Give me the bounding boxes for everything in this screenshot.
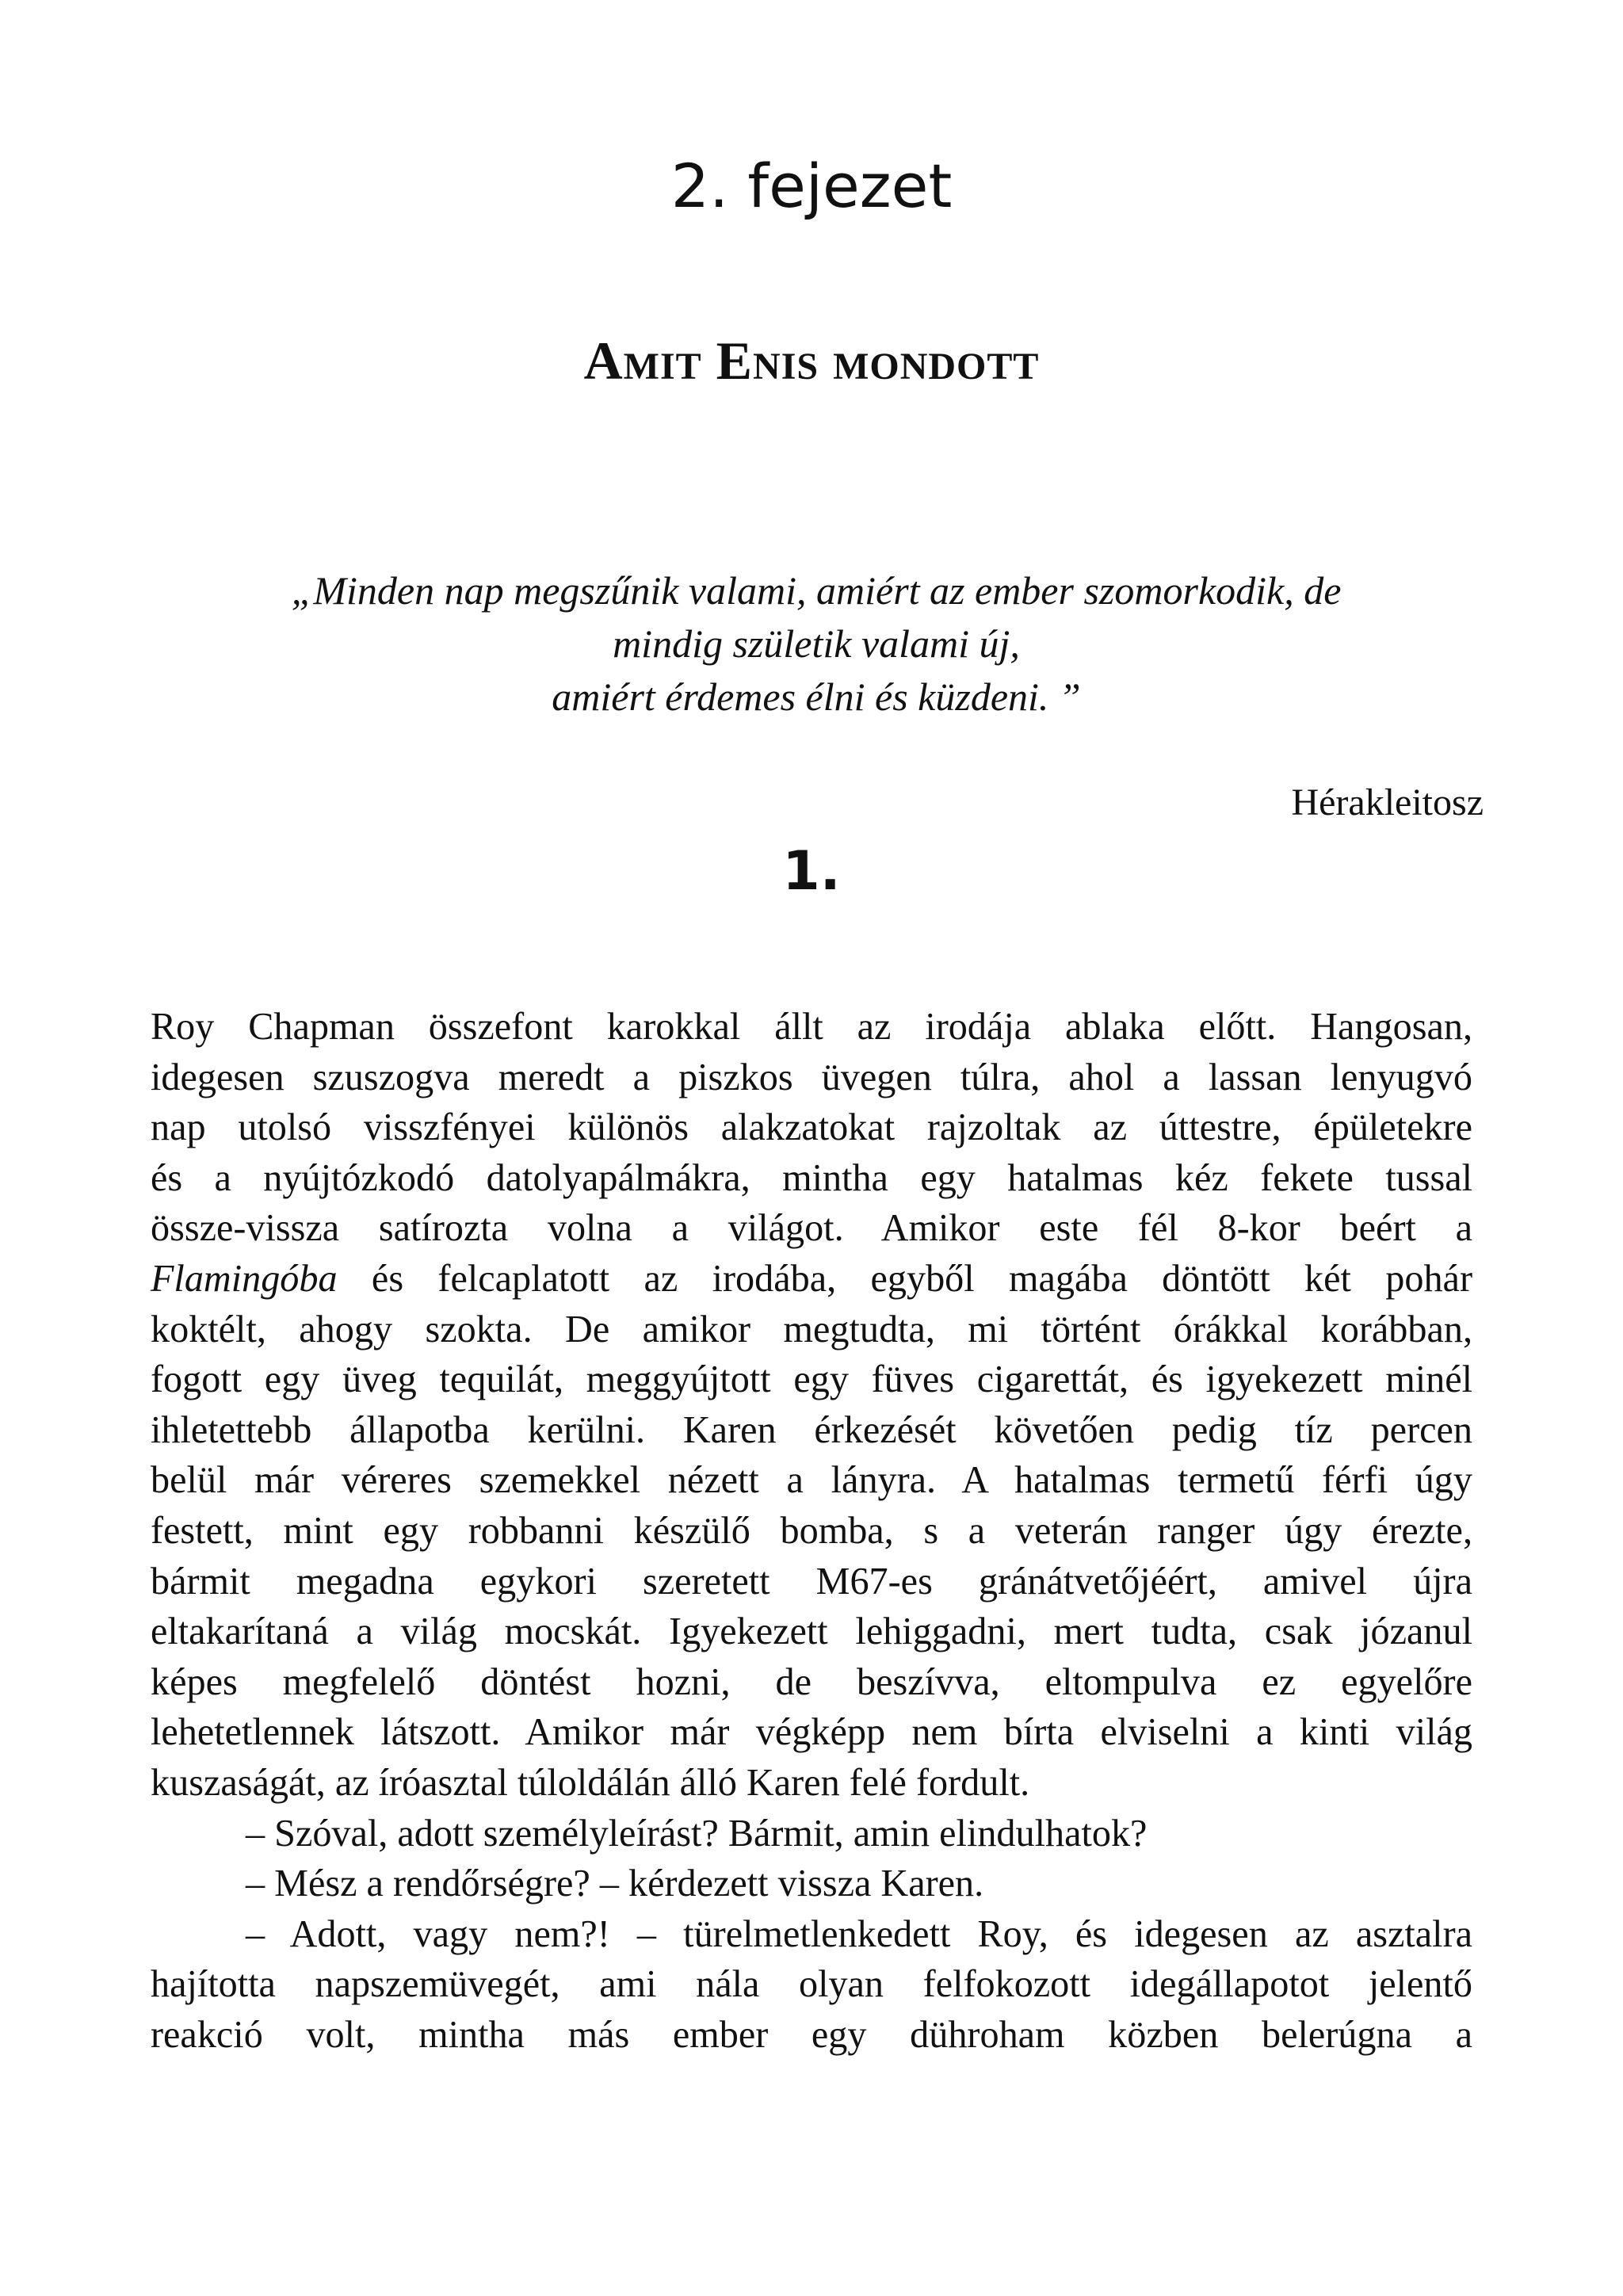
text-line: fogott egy üveg tequilát, meggyújtott egy füves cigarettát, és igyekezett minél — [151, 1358, 1472, 1401]
text-line: reakció volt, mintha más ember egy dühroham közben belerúgna a — [151, 2013, 1472, 2056]
text-line: koktélt, ahogy szokta. De amikor megtudta, mi történt órákkal korábban, — [151, 1308, 1472, 1350]
text-line: kuszaságát, az íróasztal túloldálán álló Karen felé fordult. — [151, 1761, 1030, 1804]
epigraph-author: Hérakleitosz — [1291, 781, 1484, 823]
text-line: lehetetlennek látszott. Amikor már végképp nem bírta elviselni a kinti világ — [151, 1711, 1472, 1754]
epigraph-quote — [151, 564, 1482, 724]
chapter-title: Amit Enis mondott — [583, 330, 1040, 391]
chapter-body — [151, 1002, 1472, 2060]
dialogue-line: – Szóval, adott személyleírást? Bármit, amin elindulhatok? — [246, 1812, 1148, 1855]
text-line: össze-vissza satírozta volna a világot. Amikor este fél 8-kor beért a — [151, 1207, 1472, 1250]
text-line — [151, 1254, 1472, 1305]
paragraph — [151, 1002, 1472, 1809]
text-line: belül már véreres szemekkel nézett a lányra. A hatalmas termetű férfi úgy — [151, 1459, 1472, 1502]
paragraph — [151, 1909, 1472, 2061]
italic-place-name: Flamingóba — [151, 1257, 338, 1300]
section-number: 1. — [782, 840, 841, 903]
dialogue-line: – Mész a rendőrségre? – kérdezett vissza Karen. — [246, 1862, 984, 1905]
chapter-number: 2. fejezet — [670, 151, 953, 221]
epigraph-line: amiért érdemes élni és küzdeni. ” — [552, 674, 1081, 719]
text-line: képes megfelelő döntést hozni, de beszívva, eltompulva ez egyelőre — [151, 1660, 1472, 1703]
text-line: Roy Chapman összefont karokkal állt az irodája ablaka előtt. Hangosan, — [151, 1006, 1472, 1048]
text-line: idegesen szuszogva meredt a piszkos üvegen túlra, ahol a lassan lenyugvó — [151, 1056, 1472, 1098]
text-line: hajította napszemüvegét, ami nála olyan felfokozott idegállapotot jelentő — [151, 1963, 1472, 2006]
epigraph-line: „Minden nap megszűnik valami, amiért az ember szomorkodik, de — [291, 568, 1342, 613]
text-line: – Adott, vagy nem?! – türelmetlenkedett Roy, és idegesen az asztalra — [246, 1912, 1472, 1955]
text-line: bármit megadna egykori szeretett M67-es gránátvetőjéért, amivel újra — [151, 1560, 1472, 1603]
text-line: és a nyújtózkodó datolyapálmákra, mintha egy hatalmas kéz fekete tussal — [151, 1156, 1472, 1199]
text-line: eltakarítaná a világ mocskát. Igyekezett lehiggadni, mert tudta, csak józanul — [151, 1610, 1472, 1653]
text-line: festett, mint egy robbanni készülő bomba, s a veterán ranger úgy érezte, — [151, 1509, 1472, 1552]
epigraph-line: mindig születik valami új, — [613, 621, 1020, 666]
text-line-rest: és felcaplatott az irodába, egyből magába döntött két pohár — [337, 1257, 1472, 1300]
text-line: ihletettebb állapotba kerülni. Karen érkezését követően pedig tíz percen — [151, 1408, 1472, 1451]
text-line: nap utolsó visszfényei különös alakzatokat rajzoltak az úttestre, épületekre — [151, 1106, 1472, 1149]
